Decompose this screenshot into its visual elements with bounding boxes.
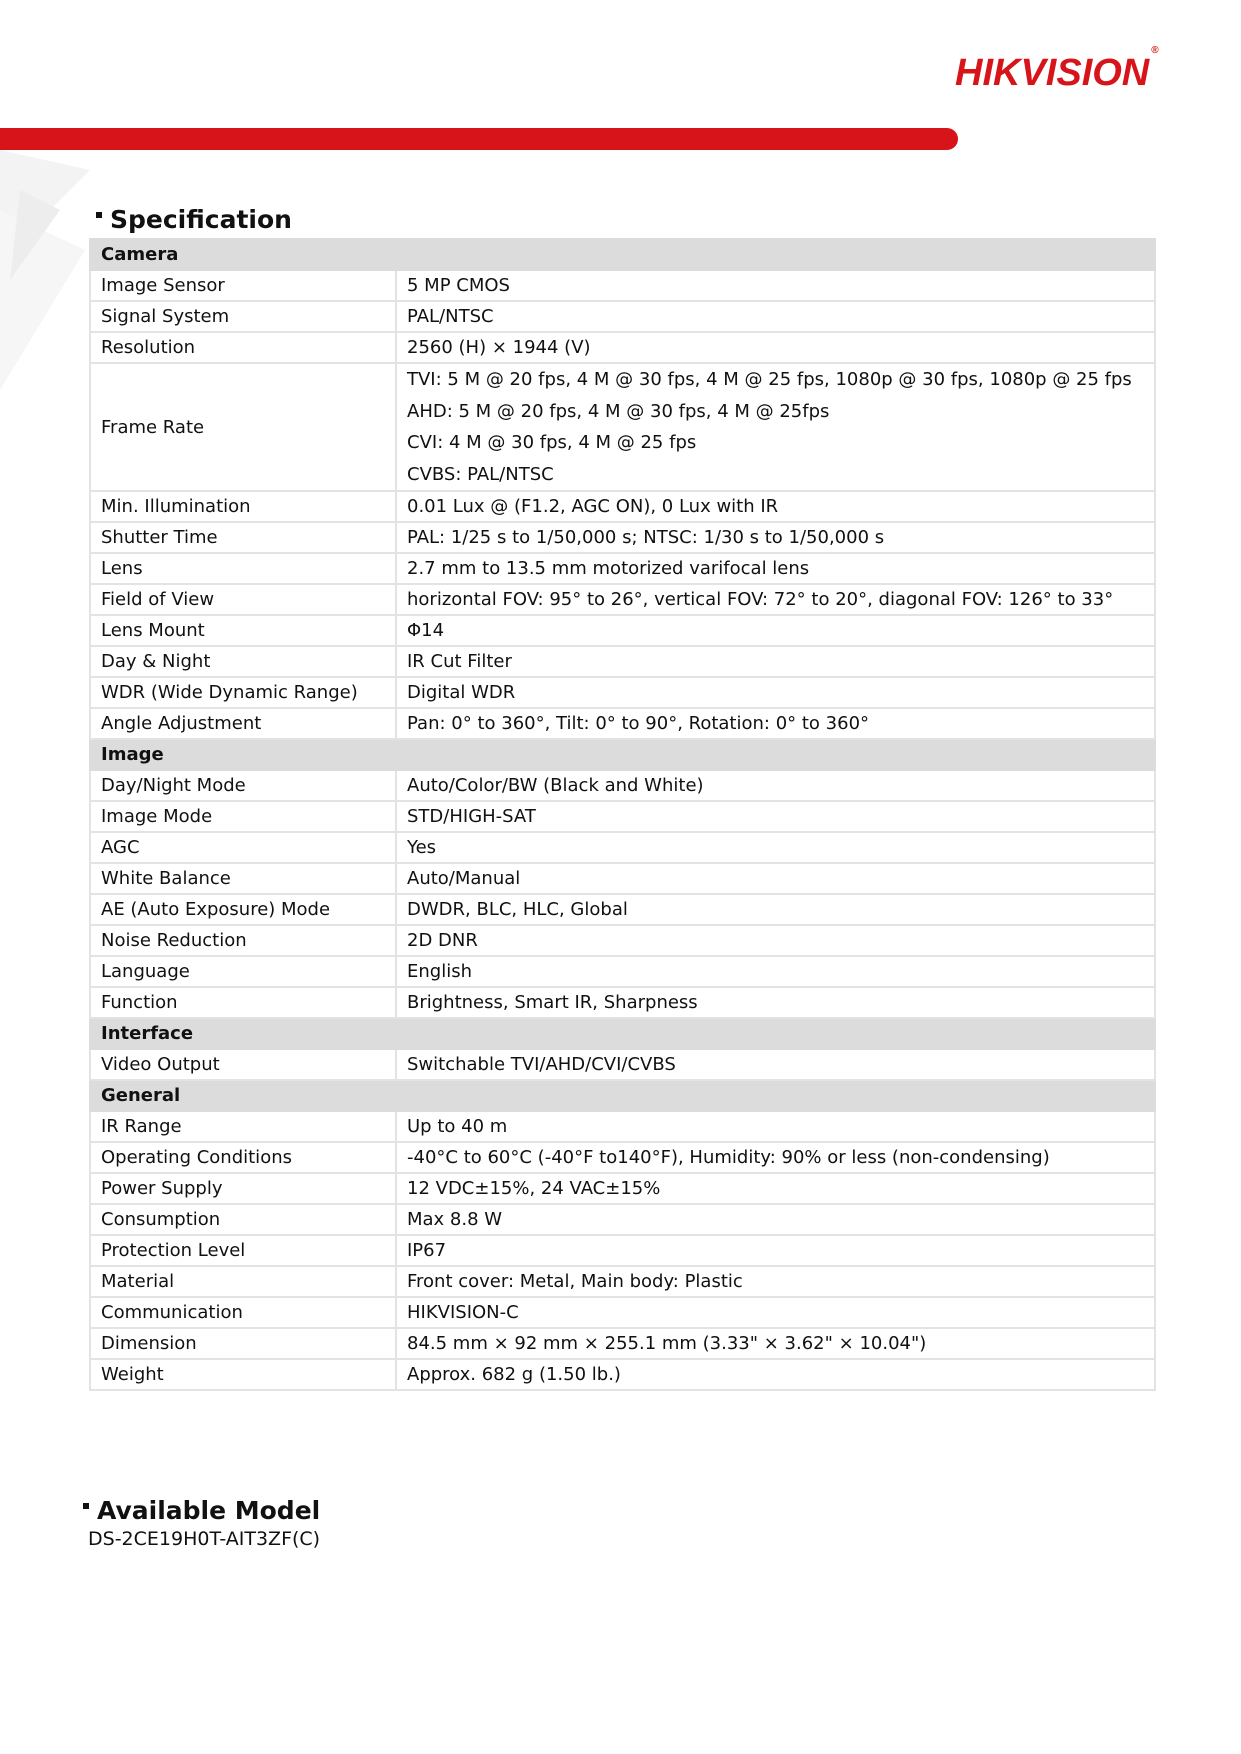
bullet-icon (96, 212, 102, 218)
spec-label: Noise Reduction (90, 925, 396, 956)
table-row (90, 615, 1155, 646)
spec-value: DWDR, BLC, HLC, Global (396, 894, 1155, 925)
spec-label: Image Mode (90, 801, 396, 832)
spec-label: Day/Night Mode (90, 770, 396, 801)
spec-label: AGC (90, 832, 396, 863)
section-heading: Interface (90, 1018, 1155, 1049)
specification-heading: Specification (96, 205, 292, 234)
table-row (90, 1142, 1155, 1173)
spec-value: Approx. 682 g (1.50 lb.) (396, 1359, 1155, 1390)
table-row (90, 553, 1155, 584)
spec-value-line: CVI: 4 M @ 30 fps, 4 M @ 25 fps (407, 432, 697, 453)
table-row (90, 987, 1155, 1018)
table-row (90, 925, 1155, 956)
spec-value-line: TVI: 5 M @ 20 fps, 4 M @ 30 fps, 4 M @ 25 fps, 1080p @ 30 fps, 1080p @ 25 fps (407, 369, 1132, 390)
table-row (90, 646, 1155, 677)
section-row (90, 1018, 1155, 1049)
table-row (90, 1297, 1155, 1328)
spec-label: Power Supply (90, 1173, 396, 1204)
section-row (90, 1080, 1155, 1111)
model-number: DS-2CE19H0T-AIT3ZF(C) (88, 1528, 321, 1550)
spec-value: Yes (396, 832, 1155, 863)
table-row (90, 584, 1155, 615)
table-row (90, 832, 1155, 863)
spec-value: PAL: 1/25 s to 1/50,000 s; NTSC: 1/30 s to 1/50,000 s (396, 522, 1155, 553)
spec-label: Shutter Time (90, 522, 396, 553)
spec-value-line: CVBS: PAL/NTSC (407, 463, 554, 485)
table-row (90, 677, 1155, 708)
table-row (90, 1173, 1155, 1204)
spec-label: Angle Adjustment (90, 708, 396, 739)
section-row (90, 239, 1155, 270)
spec-label: Material (90, 1266, 396, 1297)
table-row (90, 1266, 1155, 1297)
table-row (90, 956, 1155, 987)
spec-value: HIKVISION-C (396, 1297, 1155, 1328)
spec-value: PAL/NTSC (396, 301, 1155, 332)
spec-label: Frame Rate (90, 363, 396, 491)
section-heading: General (90, 1080, 1155, 1111)
table-row (90, 894, 1155, 925)
section-heading: Image (90, 739, 1155, 770)
table-row (90, 770, 1155, 801)
spec-label: Dimension (90, 1328, 396, 1359)
spec-label: Lens (90, 553, 396, 584)
spec-label: IR Range (90, 1111, 396, 1142)
table-row (90, 363, 1155, 491)
decorative-shapes (0, 150, 95, 400)
section-heading: Camera (90, 239, 1155, 270)
table-row (90, 863, 1155, 894)
spec-label: Weight (90, 1359, 396, 1390)
spec-value: Pan: 0° to 360°, Tilt: 0° to 90°, Rotation: 0° to 360° (396, 708, 1155, 739)
spec-value: IR Cut Filter (396, 646, 1155, 677)
table-row (90, 1049, 1155, 1080)
spec-value: Max 8.8 W (396, 1204, 1155, 1235)
spec-label: Day & Night (90, 646, 396, 677)
table-row (90, 270, 1155, 301)
available-model-heading: Available Model (83, 1496, 320, 1525)
spec-label: Function (90, 987, 396, 1018)
spec-value: Digital WDR (396, 677, 1155, 708)
spec-value: 0.01 Lux @ (F1.2, AGC ON), 0 Lux with IR (396, 491, 1155, 522)
spec-value: -40°C to 60°C (-40°F to140°F), Humidity: 90% or less (non-condensing) (396, 1142, 1155, 1173)
spec-value: 12 VDC±15%, 24 VAC±15% (396, 1173, 1155, 1204)
spec-value: English (396, 956, 1155, 987)
spec-label: Language (90, 956, 396, 987)
table-row (90, 708, 1155, 739)
spec-value: Brightness, Smart IR, Sharpness (396, 987, 1155, 1018)
bullet-icon (83, 1503, 89, 1509)
table-row (90, 522, 1155, 553)
spec-value: 5 MP CMOS (396, 270, 1155, 301)
table-row (90, 1111, 1155, 1142)
section-row (90, 739, 1155, 770)
table-row (90, 801, 1155, 832)
spec-label: Protection Level (90, 1235, 396, 1266)
spec-value: horizontal FOV: 95° to 26°, vertical FOV: 72° to 20°, diagonal FOV: 126° to 33° (396, 584, 1155, 615)
spec-value-line: AHD: 5 M @ 20 fps, 4 M @ 30 fps, 4 M @ 25fps (407, 400, 830, 422)
spec-label: Lens Mount (90, 615, 396, 646)
spec-value: 84.5 mm × 92 mm × 255.1 mm (3.33" × 3.62" × 10.04") (396, 1328, 1155, 1359)
table-row (90, 301, 1155, 332)
table-row (90, 1204, 1155, 1235)
spec-label: Operating Conditions (90, 1142, 396, 1173)
spec-value: 2.7 mm to 13.5 mm motorized varifocal lens (396, 553, 1155, 584)
spec-value: IP67 (396, 1235, 1155, 1266)
table-row (90, 1235, 1155, 1266)
table-row (90, 491, 1155, 522)
spec-value: 2D DNR (396, 925, 1155, 956)
spec-value: Auto/Color/BW (Black and White) (396, 770, 1155, 801)
spec-label: Resolution (90, 332, 396, 363)
spec-value: STD/HIGH-SAT (396, 801, 1155, 832)
spec-label: Video Output (90, 1049, 396, 1080)
spec-label: Communication (90, 1297, 396, 1328)
spec-label: WDR (Wide Dynamic Range) (90, 677, 396, 708)
spec-label: White Balance (90, 863, 396, 894)
specification-table (89, 238, 1156, 1391)
spec-label: Image Sensor (90, 270, 396, 301)
hikvision-logo: HIKVISION® (955, 45, 1159, 94)
header-red-bar (0, 128, 958, 150)
spec-label: Field of View (90, 584, 396, 615)
spec-value (396, 363, 1155, 491)
spec-label: Min. Illumination (90, 491, 396, 522)
spec-label: Signal System (90, 301, 396, 332)
spec-value: Switchable TVI/AHD/CVI/CVBS (396, 1049, 1155, 1080)
spec-value: Front cover: Metal, Main body: Plastic (396, 1266, 1155, 1297)
spec-value: Up to 40 m (396, 1111, 1155, 1142)
spec-value: Auto/Manual (396, 863, 1155, 894)
spec-value: Φ14 (396, 615, 1155, 646)
spec-label: AE (Auto Exposure) Mode (90, 894, 396, 925)
spec-label: Consumption (90, 1204, 396, 1235)
table-row (90, 332, 1155, 363)
table-row (90, 1359, 1155, 1390)
table-row (90, 1328, 1155, 1359)
spec-value: 2560 (H) × 1944 (V) (396, 332, 1155, 363)
